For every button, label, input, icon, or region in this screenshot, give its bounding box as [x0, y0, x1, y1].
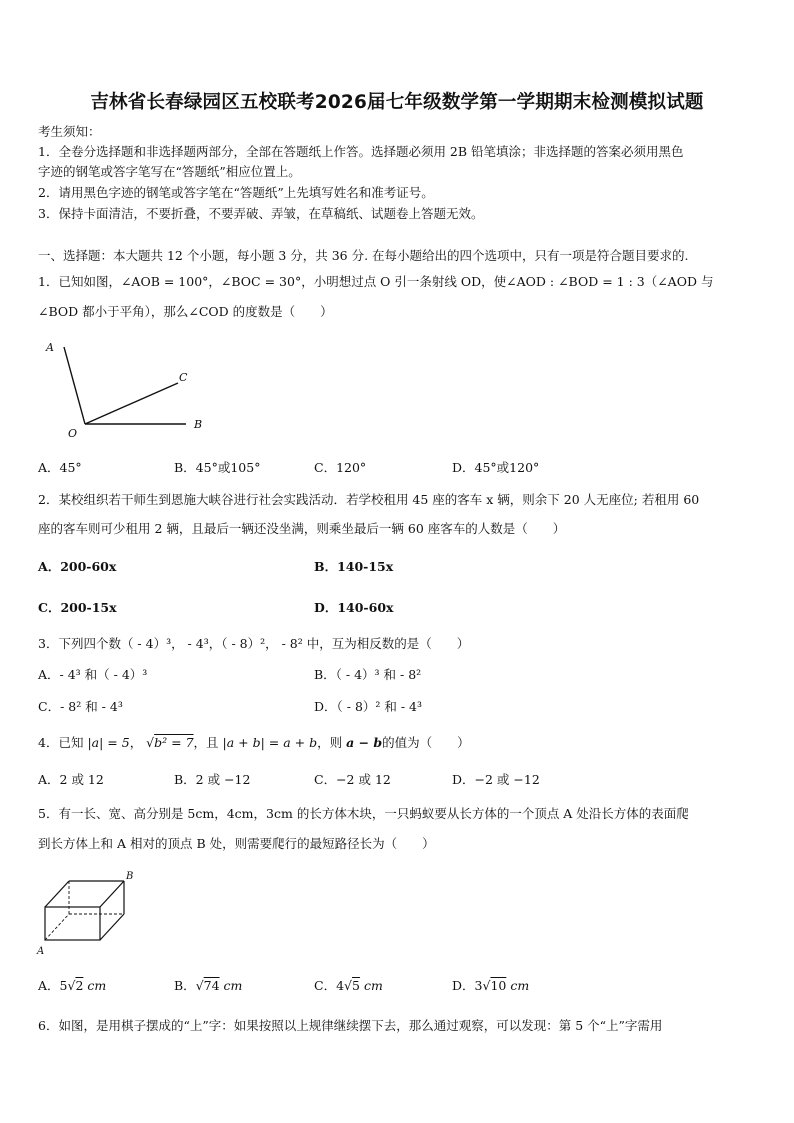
label-a: A	[46, 341, 54, 354]
q4-suffix: 的值为（ ）	[382, 735, 470, 750]
option-radicand: 5	[352, 978, 360, 993]
question-1-text: ∠BOD 都小于平角），那么∠COD 的度数是（ ）	[38, 304, 333, 319]
option-coef: 4	[336, 978, 345, 993]
option-radicand: 10	[490, 978, 507, 993]
option-b: B．2 或 −12	[174, 772, 251, 787]
option-coef: 3	[474, 978, 483, 993]
label-b: B	[194, 418, 203, 431]
q4-sqrt-radicand: b² = 7	[154, 735, 194, 750]
label-a: A	[37, 946, 45, 957]
q4-sqrt: √b² = 7	[146, 735, 194, 750]
option-d: D．−2 或 −12	[452, 772, 540, 787]
option-c: C．- 8² 和 - 4³	[38, 699, 123, 714]
question-3-text: 3．下列四个数（ - 4）³， - 4³，（ - 8）²， - 8² 中，互为相反数的是（ ）	[38, 636, 470, 651]
option-unit: cm	[223, 978, 243, 993]
notice-item: 1．全卷分选择题和非选择题两部分，全部在答题纸上作答。选择题必须用 2B 铅笔填涂；非选择题的答案必须用黑色	[38, 144, 684, 159]
option-letter: D．	[452, 978, 475, 993]
option-d: D．3√10 cm	[452, 978, 530, 993]
option-c: C．4√5 cm	[314, 978, 383, 993]
notice-item: 3．保持卡面清洁，不要折叠，不要弄破、弄皱，在草稿纸、试题卷上答题无效。	[38, 206, 484, 221]
q4-mid: ，且	[193, 735, 219, 750]
section-heading: 一、选择题：本大题共 12 个小题，每小题 3 分，共 36 分. 在每小题给出的四个选项中，只有一项是符合题目要求的.	[38, 248, 689, 263]
option-b: B．（ - 4）³ 和 - 8²	[314, 667, 422, 682]
question-6-text: 6．如图，是用棋子摆成的“上”字：如果按照以上规律继续摆下去，那么通过观察，可以发现：第 5 个“上”字需用	[38, 1018, 663, 1033]
q4-suffix-pre: ，则	[317, 735, 343, 750]
page-title: 吉林省长春绿园区五校联考2026届七年级数学第一学期期末检测模拟试题	[90, 92, 704, 113]
option-radicand: 2	[75, 978, 84, 993]
ray-oa	[64, 347, 85, 424]
q4-abs-sum: |a + b| = a + b	[222, 735, 318, 750]
cuboid-front-face	[45, 907, 100, 940]
question-1-text: 1．已知如图，∠AOB = 100°，∠BOC = 30°，小明想过点 O 引一条射线 OD，使∠AOD : ∠BOD = 1 : 3（∠AOD 与	[38, 274, 714, 289]
question-2-text: 2．某校组织若干师生到恩施大峡谷进行社会实践活动．若学校租用 45 座的客车 x 辆，则余下 20 人无座位; 若租用 60	[38, 492, 700, 507]
option-coef: 5	[59, 978, 68, 993]
option-a: A．200-60x	[38, 559, 117, 574]
notice-item: 2．请用黑色字迹的钢笔或答字笔在“答题纸”上先填写姓名和准考证号。	[38, 185, 434, 200]
label-b: B	[126, 871, 134, 882]
option-a: A．- 4³ 和（ - 4）³	[38, 667, 148, 682]
option-b: B．√74 cm	[174, 978, 243, 993]
option-a: A．2 或 12	[38, 772, 104, 787]
option-unit: cm	[87, 978, 107, 993]
option-d: D．45°或120°	[452, 460, 540, 475]
option-c: C．200-15x	[38, 600, 117, 615]
option-c: C．120°	[314, 460, 367, 475]
option-unit: cm	[363, 978, 383, 993]
angle-figure	[38, 335, 218, 445]
notice-item: 字迹的钢笔或答字笔写在“答题纸”相应位置上。	[38, 164, 301, 179]
option-d: D．140-60x	[314, 600, 394, 615]
question-4-text: 4．已知 |a| = 5， √b² = 7，且 |a + b| = a + b，则 a − b的值为（ ）	[38, 735, 470, 750]
option-letter: C．	[314, 978, 337, 993]
option-a: A．45°	[38, 460, 82, 475]
cuboid-figure	[36, 870, 146, 960]
option-a: A．5√2 cm	[38, 978, 107, 993]
q4-prefix: 4．已知	[38, 735, 84, 750]
question-2-text: 座的客车则可少租用 2 辆，且最后一辆还没坐满，则乘坐最后一辆 60 座客车的人数是（ ）	[38, 521, 566, 536]
ray-oc	[85, 383, 178, 424]
notice-heading: 考生须知：	[38, 124, 101, 139]
option-b: B．140-15x	[314, 559, 394, 574]
option-b: B．45°或105°	[174, 460, 261, 475]
label-o: O	[68, 427, 78, 440]
q4-expr: a − b	[346, 735, 383, 750]
question-5-text: 到长方体上和 A 相对的顶点 B 处，则需要爬行的最短路径长为（ ）	[38, 836, 435, 851]
option-c: C．−2 或 12	[314, 772, 391, 787]
option-d: D．（ - 8）² 和 - 4³	[314, 699, 423, 714]
option-radicand: 74	[203, 978, 220, 993]
question-5-text: 5．有一长、宽、高分别是 5cm，4cm，3cm 的长方体木块，一只蚂蚁要从长方体的一个顶点 A 处沿长方体的表面爬	[38, 806, 689, 821]
option-letter: A．	[38, 978, 60, 993]
option-unit: cm	[510, 978, 530, 993]
label-c: C	[179, 371, 188, 384]
option-letter: B．	[174, 978, 196, 993]
q4-abs-a: |a| = 5	[87, 735, 130, 750]
